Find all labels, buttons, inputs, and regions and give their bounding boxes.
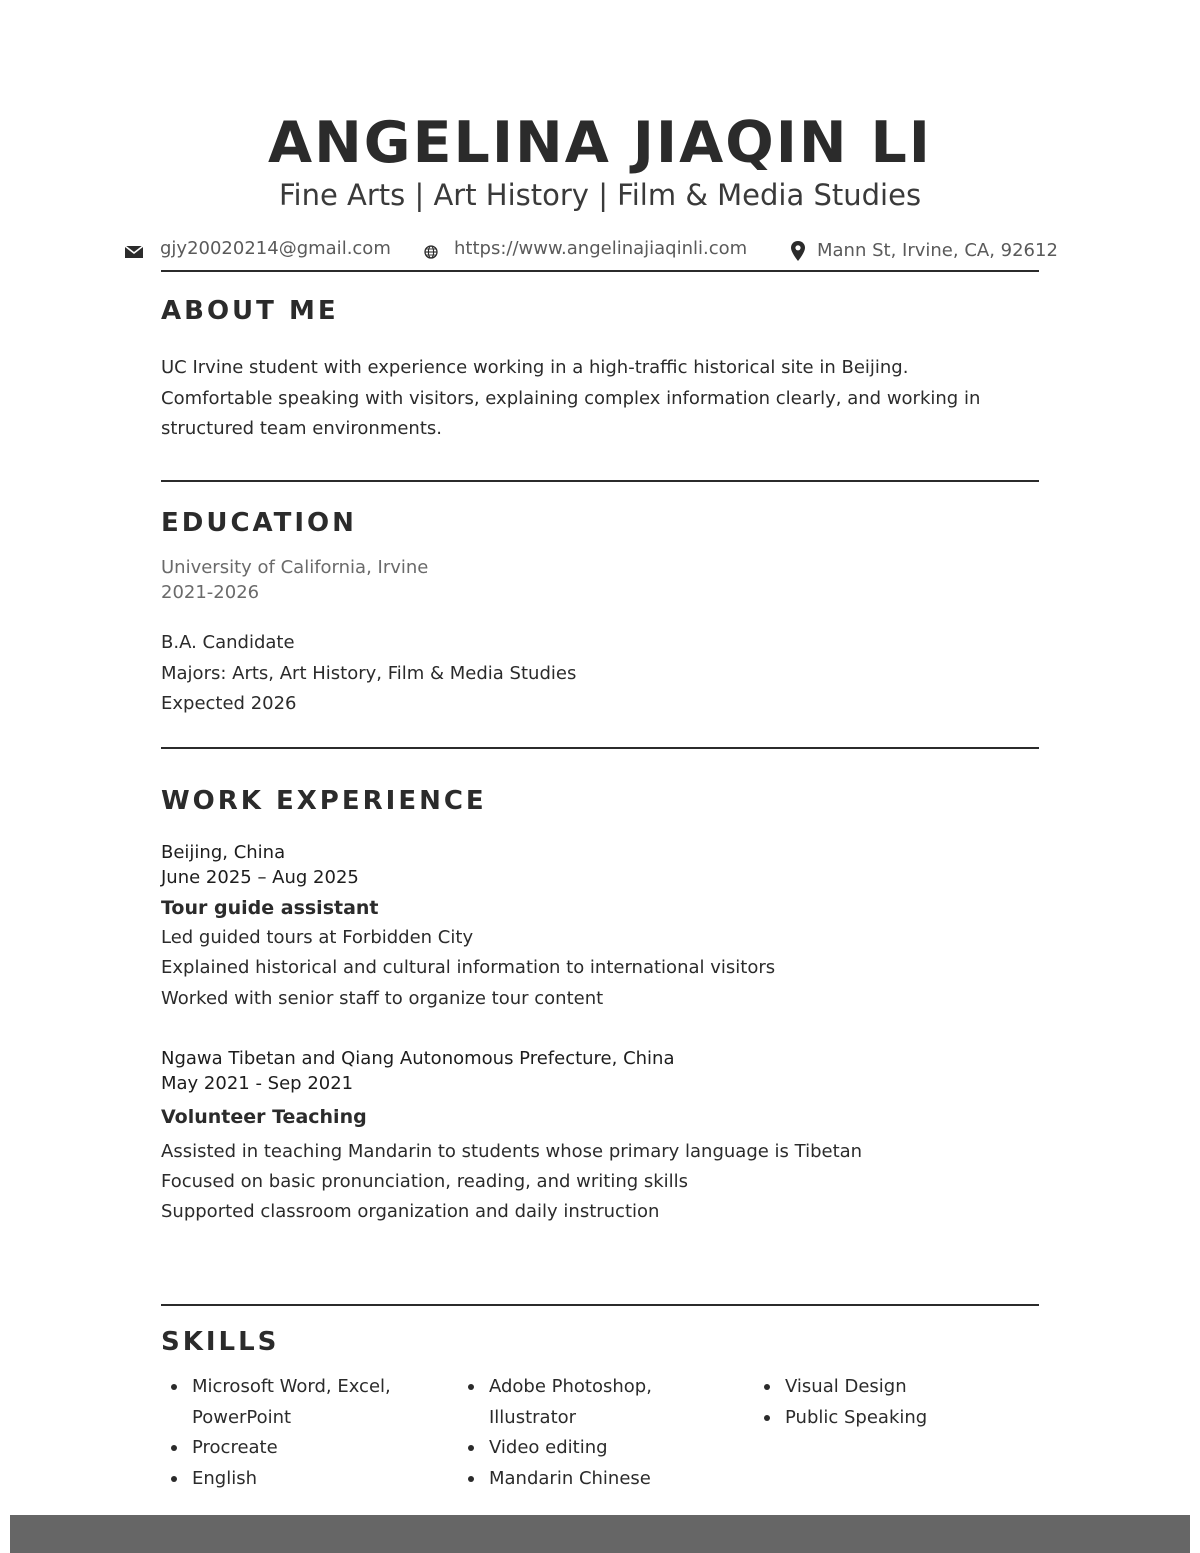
contact-email [124,238,391,259]
skill-item [161,1372,441,1433]
bullet-icon [171,1445,177,1451]
job-role: Volunteer Teaching [161,1106,367,1128]
section-divider [161,480,1039,482]
bullet-icon [171,1476,177,1482]
contact-website [424,238,747,259]
bullet-icon [171,1384,177,1390]
email-link[interactable]: gjy20020214@gmail.com [160,238,391,259]
skills-column [161,1372,441,1494]
job-role: Tour guide assistant [161,897,379,919]
expected-graduation: Expected 2026 [161,693,297,714]
majors: Majors: Arts, Art History, Film & Media Studies [161,663,577,684]
skill-item [161,1433,441,1464]
envelope-icon [124,245,144,259]
section-divider [161,1304,1039,1306]
skill-item [458,1433,738,1464]
school-name: University of California, Irvine [161,557,429,578]
skill-label: Adobe Photoshop, [489,1376,652,1397]
about-section-title: ABOUT ME [161,296,339,326]
bullet-icon [764,1384,770,1390]
about-text [161,353,1039,445]
header-divider [161,270,1039,272]
education-section-title: EDUCATION [161,508,357,538]
degree: B.A. Candidate [161,632,295,653]
work-section-title: WORK EXPERIENCE [161,786,487,816]
contact-address [790,238,1058,262]
skill-label: Video editing [489,1437,608,1458]
skill-label: Visual Design [785,1376,907,1397]
map-pin-icon [790,240,806,262]
skill-label: Procreate [192,1437,278,1458]
job-dates: June 2025 – Aug 2025 [161,867,359,888]
address-text: Mann St, Irvine, CA, 92612 [817,239,1058,261]
skill-label: English [192,1467,257,1489]
skills-column [754,1372,1034,1433]
about-line: Comfortable speaking with visitors, explaining complex information clearly, and working in [161,387,981,409]
skill-item [754,1403,1034,1434]
skill-label: Mandarin Chinese [489,1467,651,1489]
job-duty: Explained historical and cultural information to international visitors [161,957,776,978]
footer-bar [10,1515,1190,1553]
bullet-icon [468,1445,474,1451]
bullet-icon [468,1476,474,1482]
globe-icon [424,245,438,259]
job-location: Beijing, China [161,842,286,863]
skill-item [754,1372,1034,1403]
job-duty: Led guided tours at Forbidden City [161,927,474,948]
job-duty: Focused on basic pronunciation, reading, and writing skills [161,1171,689,1192]
headline-subtitle: Fine Arts | Art History | Film & Media Studies [278,178,922,212]
job-duty: Assisted in teaching Mandarin to students whose primary language is Tibetan [161,1141,863,1162]
about-line: UC Irvine student with experience working in a high-traffic historical site in Beijing. [161,357,909,378]
skill-label: Microsoft Word, Excel, [192,1376,391,1397]
job-dates: May 2021 - Sep 2021 [161,1073,354,1094]
skill-item [458,1372,738,1433]
skills-section-title: SKILLS [161,1327,280,1357]
skill-label: PowerPoint [192,1406,292,1428]
skill-label: Public Speaking [785,1406,928,1428]
job-duty: Supported classroom organization and daily instruction [161,1201,660,1222]
bullet-icon [468,1384,474,1390]
skill-label: Illustrator [489,1406,577,1428]
skill-item [161,1464,441,1495]
skills-column [458,1372,738,1494]
about-line: structured team environments. [161,418,442,439]
school-years: 2021-2026 [161,582,260,603]
job-location: Ngawa Tibetan and Qiang Autonomous Prefecture, China [161,1048,675,1069]
job-duty: Worked with senior staff to organize tour content [161,988,604,1009]
candidate-name: ANGELINA JIAQIN LI [267,110,932,176]
website-link[interactable]: https://www.angelinajiaqinli.com [454,238,748,259]
contact-row [124,238,1084,266]
skill-item [458,1464,738,1495]
section-divider [161,747,1039,749]
bullet-icon [764,1415,770,1421]
